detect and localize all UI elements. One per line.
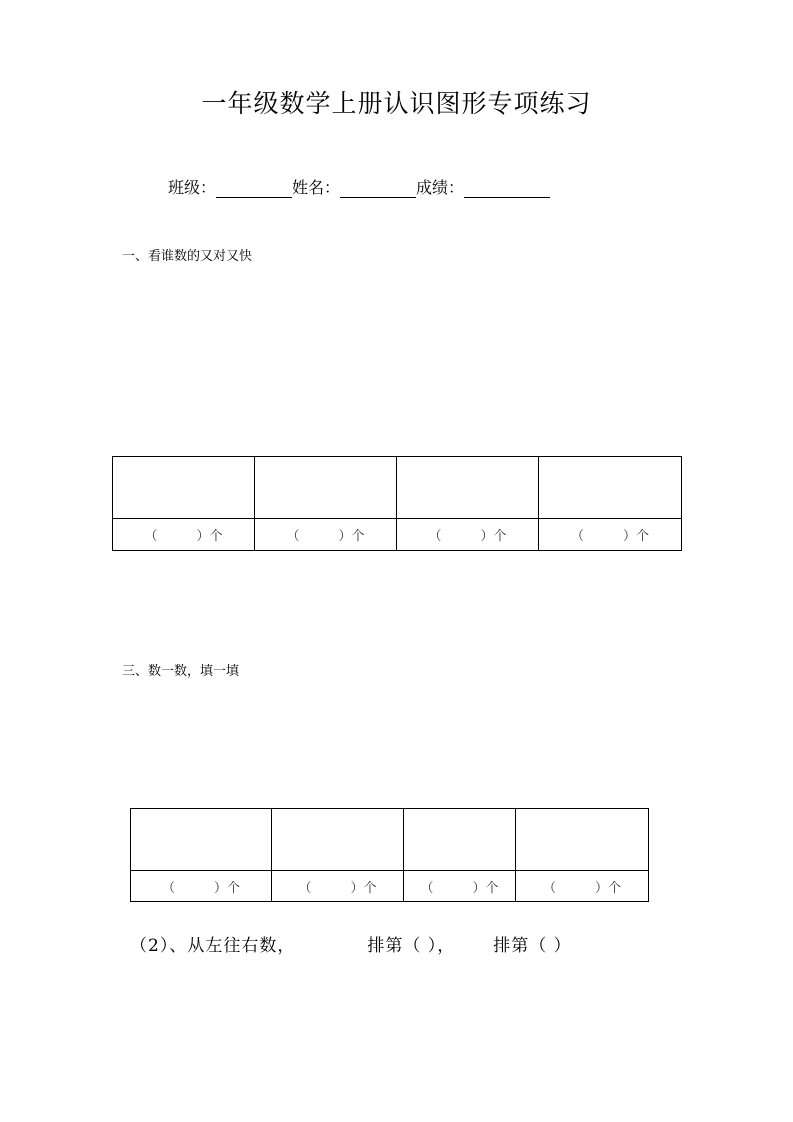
ordering-question <box>130 931 572 956</box>
class-label: 班级： <box>168 178 217 197</box>
figure-cell <box>272 809 404 871</box>
figure-cell <box>404 809 516 871</box>
page-title: 一年级数学上册认识图形专项练习 <box>201 89 592 118</box>
count-answer-cell[interactable]: （ ）个 <box>131 871 272 902</box>
section-3-table <box>130 808 649 902</box>
count-answer-cell[interactable]: （ ）个 <box>113 519 255 551</box>
figure-cell <box>397 457 539 519</box>
rank-answer-b[interactable]: 排第（ ） <box>493 936 572 956</box>
count-answer-cell[interactable]: （ ）个 <box>272 871 404 902</box>
class-blank[interactable] <box>216 179 292 198</box>
section-3-heading: 三、数一数，填一填 <box>122 664 240 679</box>
figure-cell <box>539 457 682 519</box>
question-prefix: （2）、从左往右数， <box>130 936 296 956</box>
count-answer-cell[interactable]: （ ）个 <box>255 519 397 551</box>
section-1-heading: 一、看谁数的又对又快 <box>122 249 253 264</box>
rank-answer-a[interactable]: 排第（ ）， <box>367 936 456 956</box>
count-answer-cell[interactable]: （ ）个 <box>539 519 682 551</box>
section-1-table <box>112 456 682 551</box>
count-answer-cell[interactable]: （ ）个 <box>397 519 539 551</box>
score-blank[interactable] <box>464 179 550 198</box>
count-answer-cell[interactable]: （ ）个 <box>516 871 649 902</box>
name-blank[interactable] <box>340 179 416 198</box>
figure-cell <box>255 457 397 519</box>
figure-cell <box>113 457 255 519</box>
name-label: 姓名： <box>292 178 341 197</box>
figure-cell <box>516 809 649 871</box>
count-answer-cell[interactable]: （ ）个 <box>404 871 516 902</box>
score-label: 成绩： <box>416 178 465 197</box>
figure-cell <box>131 809 272 871</box>
student-info-row <box>168 175 550 198</box>
